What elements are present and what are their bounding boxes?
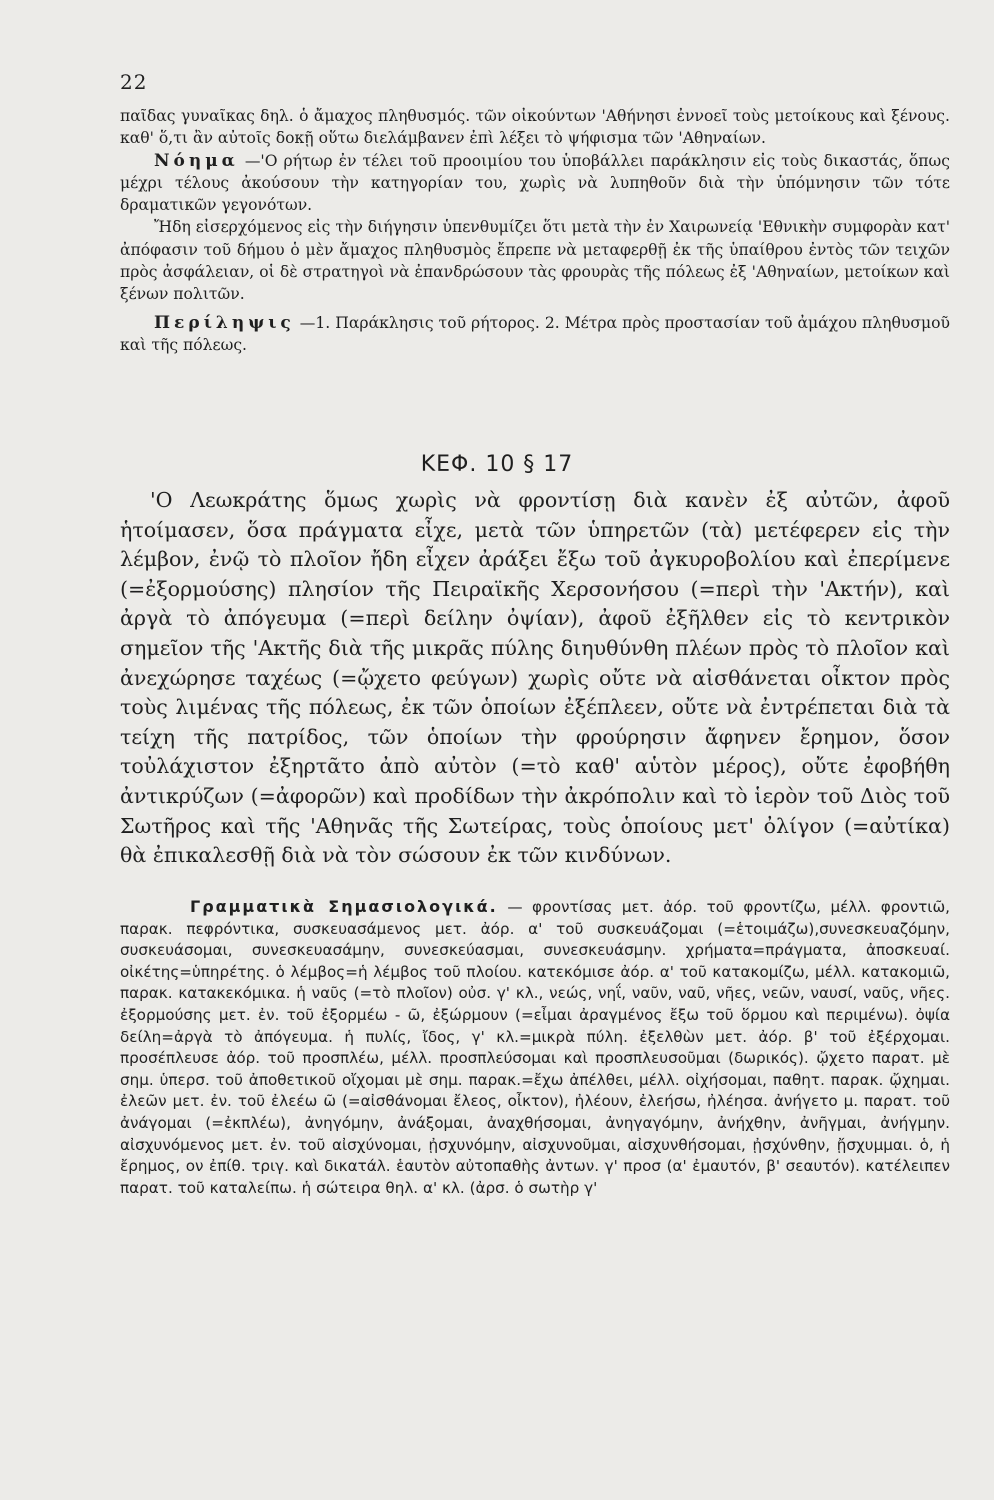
noima-paragraph — [120, 150, 950, 217]
notes-paragraph — [120, 896, 950, 1199]
perilipsis-paragraph — [120, 312, 950, 357]
notes-text: — φροντίσας μετ. ἀόρ. τοῦ φροντίζω, μέλλ. φροντιῶ, παρακ. πεφρόντικα, συσκευασάμενος μετ. ἀόρ. α' τοῦ συσκευάζομαι (=ἑτοιμάζω),συνεσκευαζόμην, συσκευάσομαι, συνεσκευασάμην, συνεσκεύασμαι, συνεσκευάσμην. χρήματα=πράγματα, ἀποσκευαί. οἰκέτης=ὑπηρέτης. ὁ λέμβος=ἡ λέμβος τοῦ πλοίου. κατεκόμισε ἀόρ. α' τοῦ κατακομίζω, μέλλ. κατακομιῶ, παρακ. κατακεκόμικα. ἡ ναῦς (=τὸ πλοῖον) οὐσ. γ' κλ., νεώς, νηΐ, ναῦν, ναῦ, νῆες, νεῶν, ναυσί, ναῦς, νῆες. ἐξορμούσης μετ. ἐν. τοῦ ἐξορμέω - ῶ, ἐξώρμουν (=εἶμαι ἀραγμένος ἔξω τοῦ ὅρμου καὶ περιμένω). ὀψία δείλη=ἀργὰ τὸ ἀπόγευμα. ἡ πυλίς, ἴδος, γ' κλ.=μικρὰ πύλη. ἐξελθὼν μετ. ἀόρ. β' τοῦ ἐξέρχομαι. προσέπλευσε ἀόρ. τοῦ προσπλέω, μέλλ. προσπλεύσομαι καὶ προσπλευσοῦμαι (δωρικός). ᾤχετο παρατ. μὲ σημ. ὑπερσ. τοῦ ἀποθετικοῦ οἴχομαι μὲ σημ. παρακ.=ἔχω ἀπέλθει, μέλλ. οἰχήσομαι, παθητ. παρακ. ᾤχημαι. ἐλεῶν μετ. ἐν. τοῦ ἐλεέω ῶ (=αἰσθάνομαι ἔλεος, οἶκτον), ἠλέουν, ἐλεήσω, ἠλέησα. ἀνήγετο μ. παρατ. τοῦ ἀνάγομαι (=ἐκπλέω), ἀνηγόμην, ἀνάξομαι, ἀναχθήσομαι, ἀνηγαγόμην, ἀνήχθην, ἀνῆγμαι, ἀνήγμην. αἰσχυνόμενος μετ. ἐν. τοῦ αἰσχύνομαι, ᾐσχυνόμην, αἰσχυνοῦμαι, αἰσχυνθήσομαι, ᾐσχύνθην, ᾔσχυμμαι. ὁ, ἡ ἔρημος, ον ἐπίθ. τριγ. καὶ δικατάλ. ἑαυτὸν αὐτοπαθὴς ἀντων. γ' προσ (α' ἐμαυτόν, β' σεαυτόν). κατέλειπεν παρατ. τοῦ καταλείπω. ἡ σώτειρα θηλ. α' κλ. (ἀρσ. ὁ σωτὴρ γ' — [120, 898, 950, 1197]
main-paragraph: 'Ο Λεωκράτης ὅμως χωρὶς νὰ φροντίσῃ διὰ κανὲν ἐξ αὐτῶν, ἀφοῦ ἡτοίμασεν, ὅσα πράγματα εἶχε, μετὰ τῶν ὑπηρετῶν (τὰ) μετέφερεν εἰς τὴν λέμβον, ἐνῷ τὸ πλοῖον ἤδη εἶχεν ἀράξει ἔξω τοῦ ἀγκυροβολίου καὶ ἐπερίμενε (=ἐξορμούσης) πλησίον τῆς Πειραϊκῆς Χερσονήσου (=περὶ τὴν 'Ακτήν), καὶ ἀργὰ τὸ ἀπόγευμα (=περὶ δείλην ὀψίαν), ἀφοῦ ἐξῆλθεν εἰς τὸ κεντρικὸν σημεῖον τῆς 'Ακτῆς διὰ τῆς μικρᾶς πύλης διηυθύνθη πλέων πρὸς τὸ πλοῖον καὶ ἀνεχώρησε ταχέως (=ᾤχετο φεύγων) χωρὶς οὔτε νὰ αἰσθάνεται οἶκτον πρὸς τοὺς λιμένας τῆς πόλεως, ἐκ τῶν ὁποίων ἐξέπλεεν, οὔτε νὰ ἐντρέπεται διὰ τὰ τείχη τῆς πατρίδος, τῶν ὁποίων τὴν φρούρησιν ἄφηνεν ἔρημον, ὅσον τοὐλάχιστον ἐξηρτᾶτο ἀπὸ αὐτὸν (=τὸ καθ' αὑτὸν μέρος), οὔτε ἐφοβήθη ἀντικρύζων (=ἀφορῶν) καὶ προδίδων τὴν ἀκρόπολιν καὶ τὸ ἱερὸν τοῦ Διὸς τοῦ Σωτῆρος καὶ τῆς 'Αθηνᾶς τῆς Σωτείρας, τοὺς ὁποίους μετ' ὀλίγον (=αὐτίκα) θὰ ἐπικαλεσθῇ διὰ νὰ τὸν σώσουν ἐκ τῶν κινδύνων. — [120, 488, 950, 868]
page-number: 22 — [120, 70, 148, 94]
noima-text: —'Ο ρήτωρ ἐν τέλει τοῦ προοιμίου του ὑποβάλλει παράκλησιν εἰς τοὺς δικαστάς, ὅπως μέχρι τέλους ἀκούσουν τὴν κατηγορίαν του, χωρὶς νὰ λυπηθοῦν διὰ τὴν ὑπόμνησιν τῶν τότε δραματικῶν γεγονότων. — [120, 151, 950, 215]
commentary-section — [120, 105, 950, 356]
narrative-paragraph: Ἤδη εἰσερχόμενος εἰς τὴν διήγησιν ὑπενθυμίζει ὅτι μετὰ τὴν ἐν Χαιρωνείᾳ 'Εθνικὴν συμφορὰν κατ' ἀπόφασιν τοῦ δήμου ὁ μὲν ἄμαχος πληθυσμὸς ἔπρεπε νὰ μεταφερθῇ ἐκ τῆς ὑπαίθρου ἐντὸς τῶν τειχῶν πρὸς ἀσφάλειαν, οἱ δὲ στρατηγοὶ νὰ ἐπανδρώσουν τὰς φρουρὰς τῆς πόλεως ἐξ 'Αθηναίων, μετοίκων καὶ ξένων πολιτῶν. — [120, 218, 950, 304]
chapter-title: ΚΕΦ. 10 § 17 — [420, 452, 574, 477]
noima-heading: Νόημα — [154, 150, 239, 171]
notes-heading: Γραμματικὰ Σημασιολογικά. — [190, 897, 498, 916]
perilipsis-text: —1. Παράκλησις τοῦ ρήτορος. 2. Μέτρα πρὸς προστασίαν τοῦ ἀμάχου πληθυσμοῦ καὶ τῆς πόλεως. — [120, 313, 950, 354]
grammar-notes — [120, 896, 950, 1199]
perilipsis-heading: Περίληψις — [154, 312, 295, 333]
commentary-paragraph: παῖδας γυναῖκας δηλ. ὁ ἄμαχος πληθυσμός. τῶν οἰκούντων 'Αθήνησι ἐννοεῖ τοὺς μετοίκους καὶ ξένους. καθ' ὅ,τι ἂν αὐτοῖς δοκῇ οὕτω διελάμβανεν ἐπὶ λέξει τὸ ψήφισμα τῶν 'Αθηναίων. — [120, 107, 950, 148]
main-translation — [120, 486, 950, 871]
